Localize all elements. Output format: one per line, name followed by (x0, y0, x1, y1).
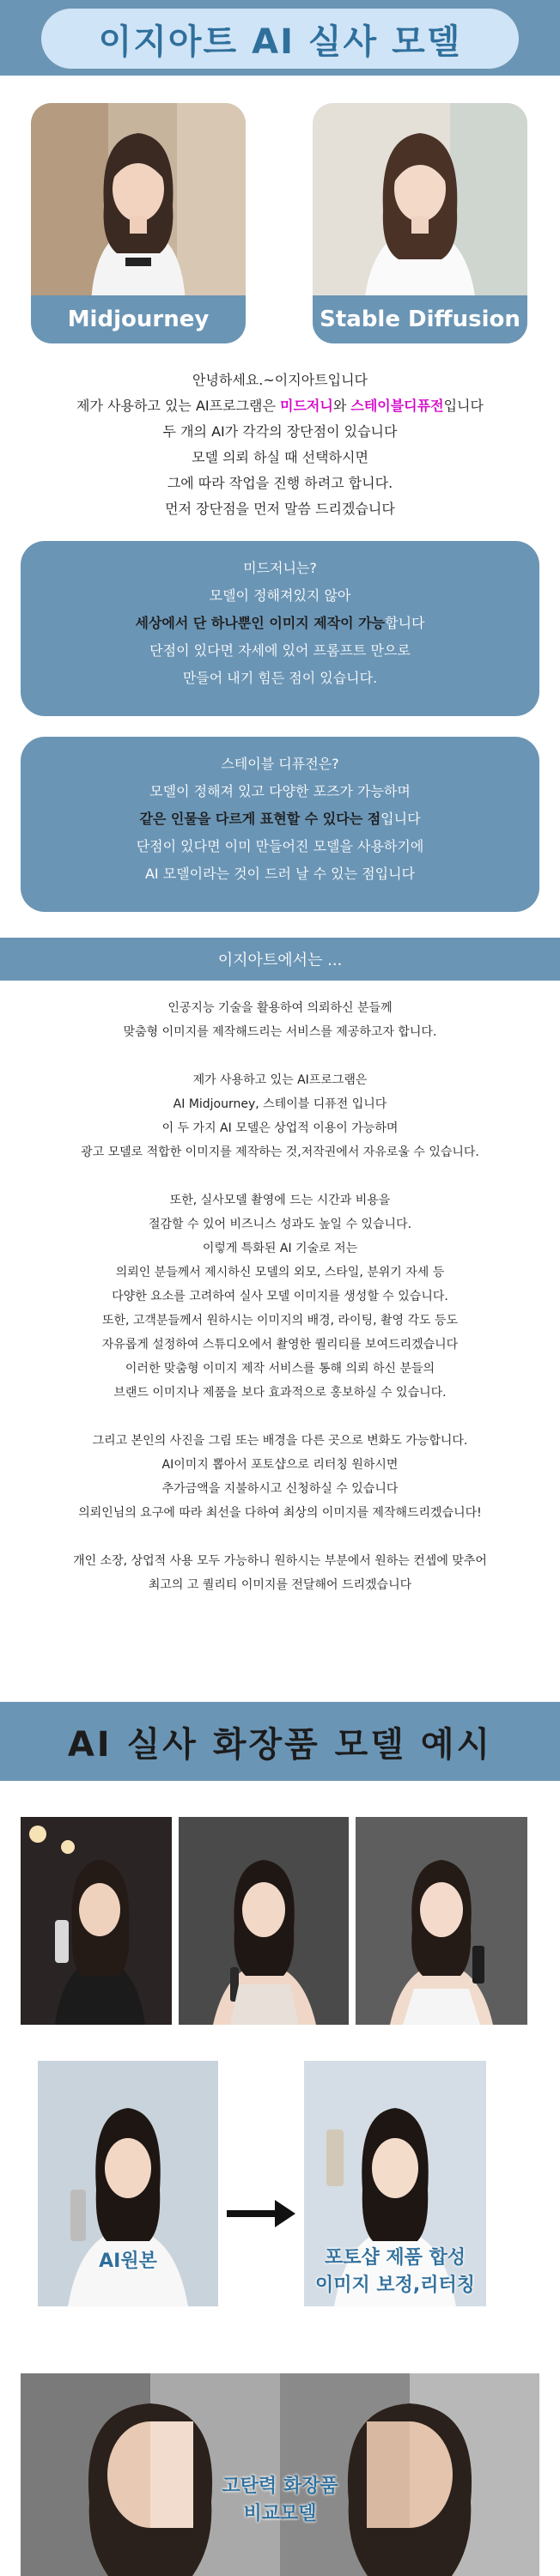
midjourney-info-box: 미드저니는? 모델이 정해져있지 않아 세상에서 단 하나뿐인 이미지 제작이 가능합니다 단점이 있다면 자세에 있어 프롬프트 만으로 만들어 내기 힘든 점이 있습니다. (21, 541, 539, 716)
stable-diffusion-info-box: 스테이블 디퓨전은? 모델이 정해져 있고 다양한 포즈가 가능하며 같은 인물을 다르게 표현할 수 있다는 점입니다 단점이 있다면 이미 만들어진 모델을 사용하기에 AI 모델이라는 것이 드러 날 수 있는 점입니다 (21, 737, 539, 912)
before-photo (38, 2061, 218, 2306)
header-pill (41, 9, 519, 69)
page-title: 이지아트 AI 실사 모델 (98, 21, 462, 62)
card-label-midjourney: Midjourney (31, 295, 246, 343)
examples-title-band: AI 실사 화장품 모델 예시 (0, 1702, 560, 1781)
stable-diffusion-model-photo (313, 103, 527, 302)
card-midjourney (31, 103, 246, 343)
after-photo (304, 2061, 486, 2306)
midjourney-model-photo (31, 103, 246, 302)
service-description: 인공지능 기술을 활용하여 의뢰하신 분들께 맞춤형 이미지를 제작해드리는 서비스를 제공하고자 합니다. 제가 사용하고 있는 AI프로그램은 AI Midjourney, 스테이블 디퓨전 입니다 이 두 가지 AI 모델은 상업적 이용이 가능하며 광고 모델로 적합한 이미지를 제작하는 것,저작권에서 자유로울 수 있습니다. 또한, 실사모델 촬영에 드는 시간과 비용을 절감할 수 있어 비즈니스 성과도 높일 수 있습니다. 이렇게 특화된 AI 기술로 저는 의뢰인 분들께서 제시하신 모델의 외모, 스타일, 분위기 자세 등 다양한 요소를 고려하여 실사 모델 이미지를 생성할 수 있습니다. 또한, 고객분들께서 원하시는 이미지의 배경, 라이팅, 촬영 각도 등도 자유롭게 설정하여 스튜디오에서 촬영한 퀄리티를 보여드리겠습니다 이러한 맞춤형 이미지 제작 서비스를 통해 의뢰 하신 분들의 브랜드 이미지나 제품을 보다 효과적으로 홍보하실 수 있습니다. 그리고 본인의 사진을 그림 또는 배경을 다른 곳으로 변화도 가능합니다. AI이미지 뽑아서 포토샵으로 리터칭 원하시면 추가금액을 지불하시고 신청하실 수 있습니다 의뢰인님의 요구에 따라 최선을 다하여 최상의 이미지를 제작해드리겠습니다! 개인 소장, 상업적 사용 모두 가능하니 원하시는 부분에서 원하는 컨셉에 맞추어 최고의 고 퀄리티 이미지를 전달해어 드리겠습니다 (73, 1001, 487, 1592)
example-photo-1 (21, 1817, 172, 2025)
section-strip: 이지아트에서는 ... (0, 938, 560, 981)
arrow-right-icon (225, 2196, 297, 2231)
before-label: AI원본 (99, 2251, 157, 2272)
after-label: 포토샵 제품 합성 이미지 보정,리터칭 (314, 2247, 476, 2296)
header-band (0, 0, 560, 76)
intro-text: 안녕하세요.~이지아트입니다 제가 사용하고 있는 AI프로그램은 미드저니와 스테이블디퓨전입니다 두 개의 AI가 각각의 장단점이 있습니다 모델 의뢰 하실 때 선택하시면 그에 따라 작업을 진행 하려고 합니다. 먼저 장단점을 먼저 말씀 드리겠습니다 (76, 372, 484, 517)
card-label-stable-diffusion: Stable Diffusion (313, 295, 527, 343)
card-stable-diffusion (313, 103, 527, 343)
example-photo-3 (356, 1817, 527, 2025)
example-photo-2 (179, 1817, 349, 2025)
comparison-label: 고탄력 화장품 비교모델 (222, 2476, 338, 2524)
